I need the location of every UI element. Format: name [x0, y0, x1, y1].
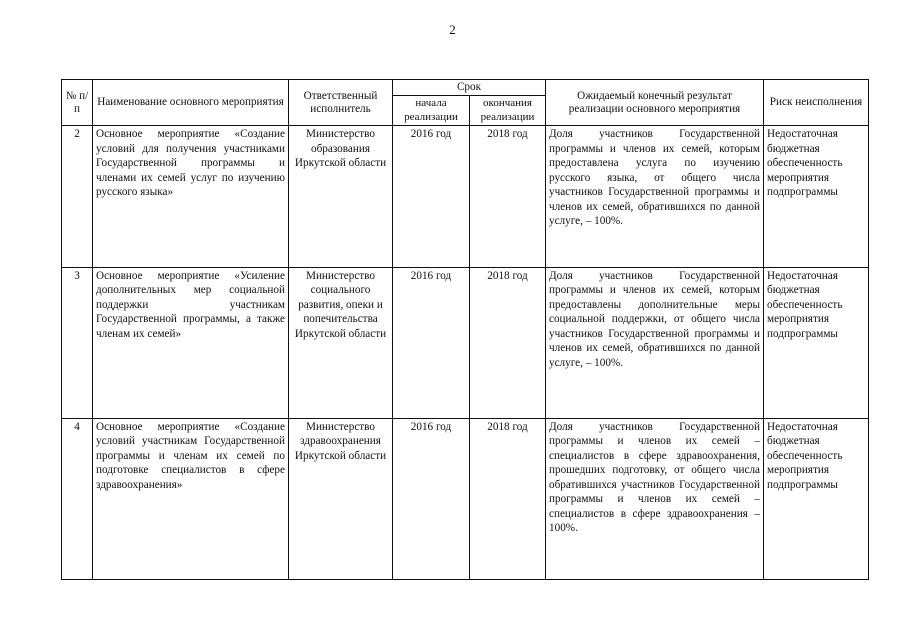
header-end: окончания реализации — [470, 96, 546, 126]
row-risk: Недостаточная бюджетная обеспеченность мероприятия подпрограммы — [764, 126, 869, 268]
row-name: Основное мероприятие «Усиление дополнительных мер социальной поддержки участникам Государственной программы, а также членам их семей» — [93, 267, 289, 418]
row-num: 2 — [62, 126, 93, 268]
row-executor: Министерство здравоохранения Иркутской области — [289, 418, 393, 579]
page-number: 2 — [449, 22, 456, 37]
row-num: 3 — [62, 267, 93, 418]
table-row — [62, 418, 869, 579]
row-start: 2016 год — [393, 418, 470, 579]
row-num: 4 — [62, 418, 93, 579]
activities-table — [61, 79, 869, 580]
row-result: Доля участников Государственной программы и членов их семей, которым предоставлены дополнительные меры социальной поддержки, от общего числа участников Государственной программы и членов их семей, обратившихся по данной услуге, – 100%. — [546, 267, 764, 418]
row-result: Доля участников Государственной программы и членов их семей – специалистов в сфере здравоохранения, прошедших подготовку, от общего числа обратившихся участников Государственной программы и членов их семей – специалистов в сфере здравоохранения – 100%. — [546, 418, 764, 579]
row-start: 2016 год — [393, 267, 470, 418]
header-result: Ожидаемый конечный результат реализации основного мероприятия — [546, 80, 764, 126]
header-start: начала реализации — [393, 96, 470, 126]
row-result: Доля участников Государственной программы и членов их семей, которым предоставлена услуга по изучению русского языка, от общего числа участников Государственной программы и членов их семей, обратившихся по данной услуге, – 100%. — [546, 126, 764, 268]
header-risk: Риск неисполнения — [764, 80, 869, 126]
header-executor: Ответственный исполнитель — [289, 80, 393, 126]
row-start: 2016 год — [393, 126, 470, 268]
header-num: № п/п — [62, 80, 93, 126]
row-executor: Министерство образования Иркутской области — [289, 126, 393, 268]
table-row — [62, 267, 869, 418]
table-row — [62, 126, 869, 268]
row-name: Основное мероприятие «Создание условий для получения участниками Государственной программы и членами их семей услуг по изучению русского языка» — [93, 126, 289, 268]
row-end: 2018 год — [470, 418, 546, 579]
header-name: Наименование основного мероприятия — [93, 80, 289, 126]
table-header-row — [62, 80, 869, 96]
row-risk: Недостаточная бюджетная обеспеченность мероприятия подпрограммы — [764, 267, 869, 418]
row-end: 2018 год — [470, 126, 546, 268]
row-risk: Недостаточная бюджетная обеспеченность мероприятия подпрограммы — [764, 418, 869, 579]
header-term: Срок — [393, 80, 546, 96]
row-end: 2018 год — [470, 267, 546, 418]
row-name: Основное мероприятие «Создание условий участникам Государственной программы и членам их семей по подготовке специалистов в сфере здравоохранения» — [93, 418, 289, 579]
row-executor: Министерство социального развития, опеки и попечительства Иркутской области — [289, 267, 393, 418]
